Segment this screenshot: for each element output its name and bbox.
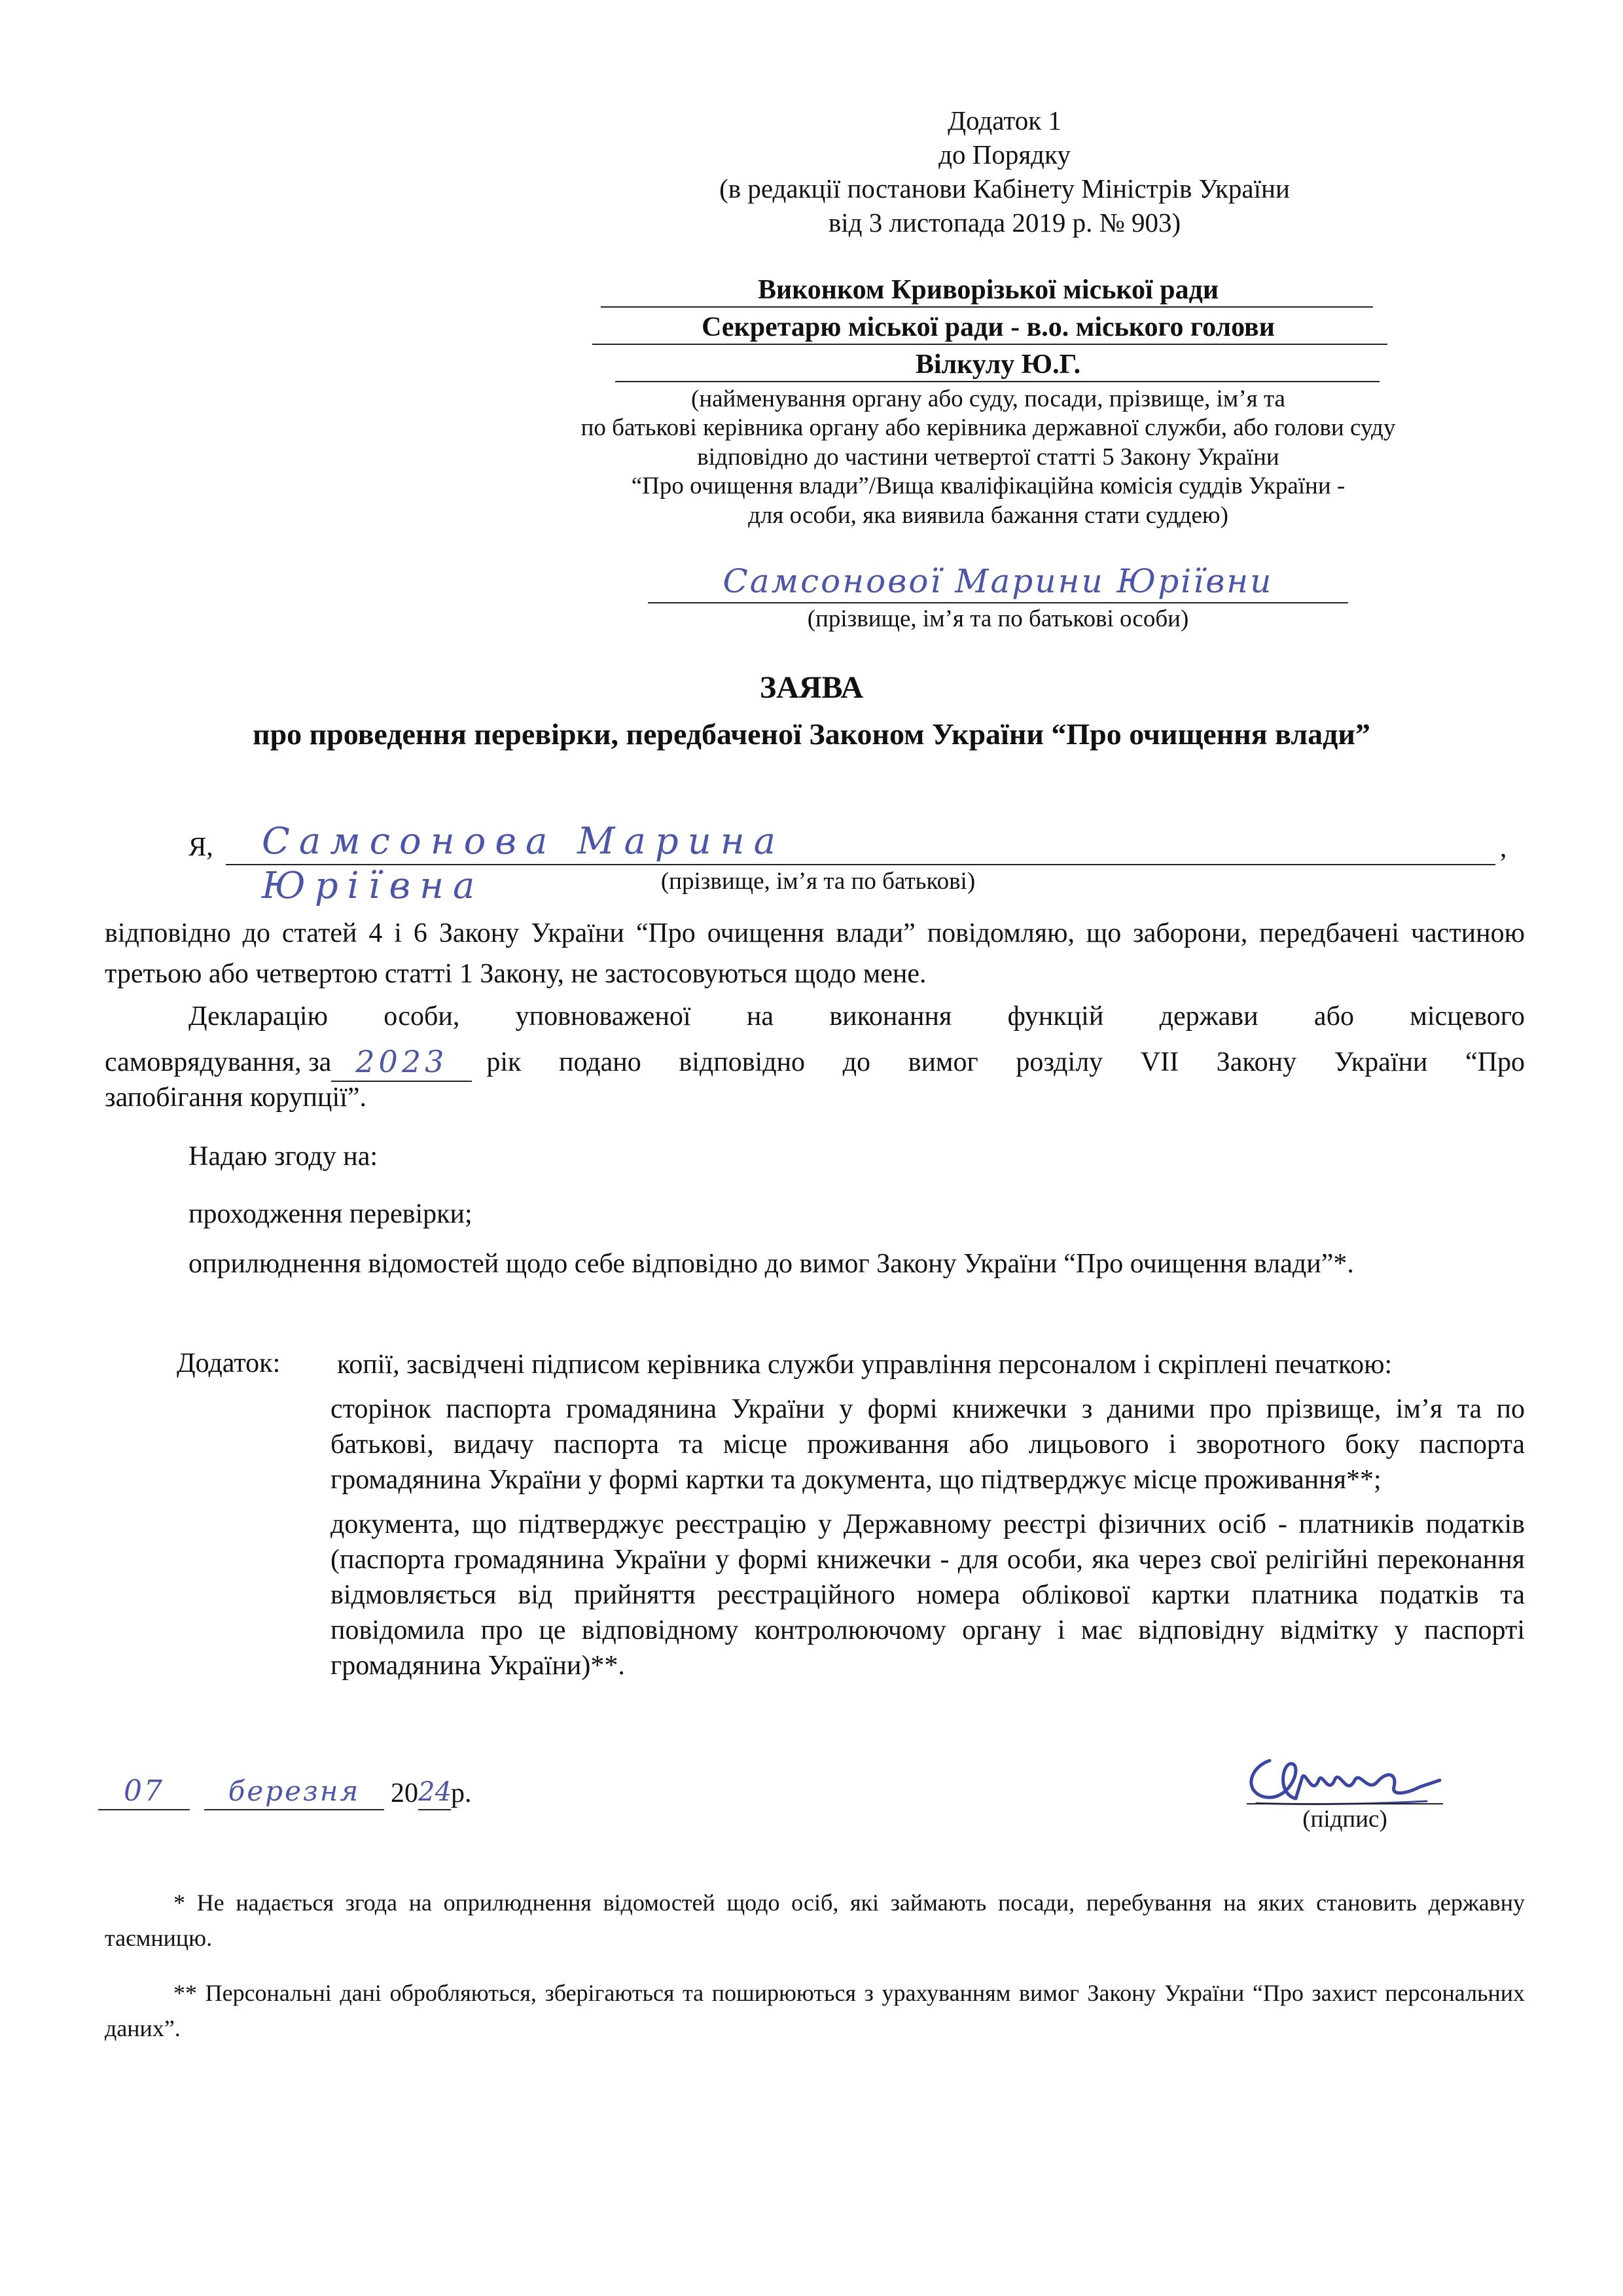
applicant-name-underline: [648, 602, 1348, 603]
date-month-field: [204, 1774, 384, 1810]
header-block: [641, 103, 1368, 240]
applicant-name-handwritten: Самсонової Марини Юріївни: [722, 562, 1274, 600]
addressee-line-1: Виконком Криворізької міської ради: [757, 275, 1219, 305]
declaration-pre-text: самоврядування, за: [105, 1047, 332, 1077]
addressee-note-line: відповідно до частини четвертої статті 5 Закону України: [697, 443, 1279, 471]
declaration-line-3: запобігання корупції”.: [105, 1083, 366, 1113]
statement-paragraph-1: відповідно до статей 4 і 6 Закону України “Про очищення влади” повідомляю, що заборони, передбачені частиною третьою або четвертою статті 1 Закону, не застосовуються щодо мене.: [105, 918, 1525, 989]
footnote-2: ** Персональні дані обробляються, зберігаються та поширюються з урахуванням вимог Закону України “Про захист персональних даних”.: [105, 1980, 1525, 2041]
document-title: ЗАЯВА: [759, 670, 864, 705]
date-year-handwritten: 24: [418, 1777, 452, 1807]
consent-item-2: [105, 1244, 1525, 1284]
attachment-item-1: сторінок паспорта громадянина України у формі книжечки з даними про прізвище, ім’я та по батькові, видачу паспорта та місце проживання або лицьового і зворотного боку паспорта громадянина України у формі картки та документа, що підтверджує місце проживання**;: [330, 1394, 1525, 1495]
addressee-line-2: Секретарю міської ради - в.о. міського голови: [702, 312, 1275, 342]
statement-suffix: ,: [1500, 833, 1507, 863]
date-block: [98, 1774, 472, 1810]
declaration-year-field: [331, 1043, 472, 1082]
declaration-line-2: [105, 1041, 1525, 1079]
addressee-underline-3: [615, 381, 1380, 382]
addressee-note-line: для особи, яка виявила бажання стати суддею): [748, 501, 1228, 529]
document-subtitle: про проведення перевірки, передбаченої Законом України “Про очищення влади”: [253, 717, 1370, 751]
addressee-line-3: Вілкулу Ю.Г.: [915, 350, 1081, 380]
consent-item-1: проходження перевірки;: [188, 1199, 473, 1229]
addressee-note: [497, 385, 1479, 530]
attachment-item-2: документа, що підтверджує реєстрацію у Державному реєстрі фізичних осіб - платників податків (паспорта громадянина України у формі книжечки - для особи, яка через свої релігійні переконання відмовляється від прийняття реєстраційного номера облікової картки платника податків та повідомила про це відповідному контролюючому органу і має відповідну відмітку у паспорті громадянина України)**.: [330, 1509, 1525, 1681]
addressee-note-line: “Про очищення влади”/Вища кваліфікаційна комісія суддів України -: [631, 473, 1346, 500]
signature-caption: (підпис): [1302, 1806, 1387, 1833]
addressee-note-line: по батькові керівника органу або керівника державної служби, або голови суду: [580, 414, 1396, 442]
date-year-prefix: 20: [391, 1778, 418, 1808]
header-resolution-date: від 3 листопада 2019 р. № 903): [828, 207, 1181, 238]
date-day-field: [98, 1774, 190, 1810]
date-year-field: [418, 1776, 451, 1810]
statement-name-underline: [226, 864, 1495, 865]
statement-name-handwritten: Самсонова Марина Юріївна: [262, 820, 785, 908]
statement-prefix: Я,: [188, 831, 213, 861]
declaration-post-text: рік подано відповідно до вимог розділу VII Закону України “Про: [486, 1047, 1525, 1077]
attachment-label: Додаток:: [177, 1348, 281, 1378]
header-appendix-number: Додаток 1: [948, 105, 1061, 135]
attachment-list: [330, 1347, 1525, 1683]
consent-heading: Надаю згоду на:: [188, 1141, 378, 1172]
date-month-handwritten: березня: [228, 1775, 361, 1807]
statement-name-caption: (прізвище, ім’я та по батькові): [660, 868, 976, 895]
footnote-1: * Не надається згода на оприлюднення відомостей щодо осіб, які займають посади, перебування на яких становить державну таємницю.: [105, 1890, 1525, 1951]
addressee-underline-1: [601, 306, 1373, 308]
date-year-end: р.: [451, 1778, 472, 1808]
date-day-handwritten: 07: [124, 1774, 164, 1808]
applicant-name-caption: (прізвище, ім’я та по батькові особи): [807, 605, 1189, 632]
signature-underline: [1247, 1803, 1443, 1804]
header-to-order: до Порядку: [938, 139, 1071, 170]
attachment-item-0: копії, засвідчені підписом керівника служби управління персоналом і скріплені печаткою:: [337, 1350, 1393, 1380]
addressee-underline-2: [592, 344, 1387, 345]
addressee-note-line: (найменування органу або суду, посади, прізвище, ім’я та: [691, 386, 1285, 412]
declaration-year-handwritten: 2023: [355, 1044, 448, 1079]
declaration-line-1: Декларацію особи, уповноваженої на виконання функцій держави або місцевого: [188, 1001, 1525, 1031]
header-resolution-edition: (в редакції постанови Кабінету Міністрів України: [719, 173, 1290, 204]
consent-item-2-text: оприлюднення відомостей щодо себе відповідно до вимог Закону України “Про очищення влади”*.: [188, 1249, 1354, 1279]
